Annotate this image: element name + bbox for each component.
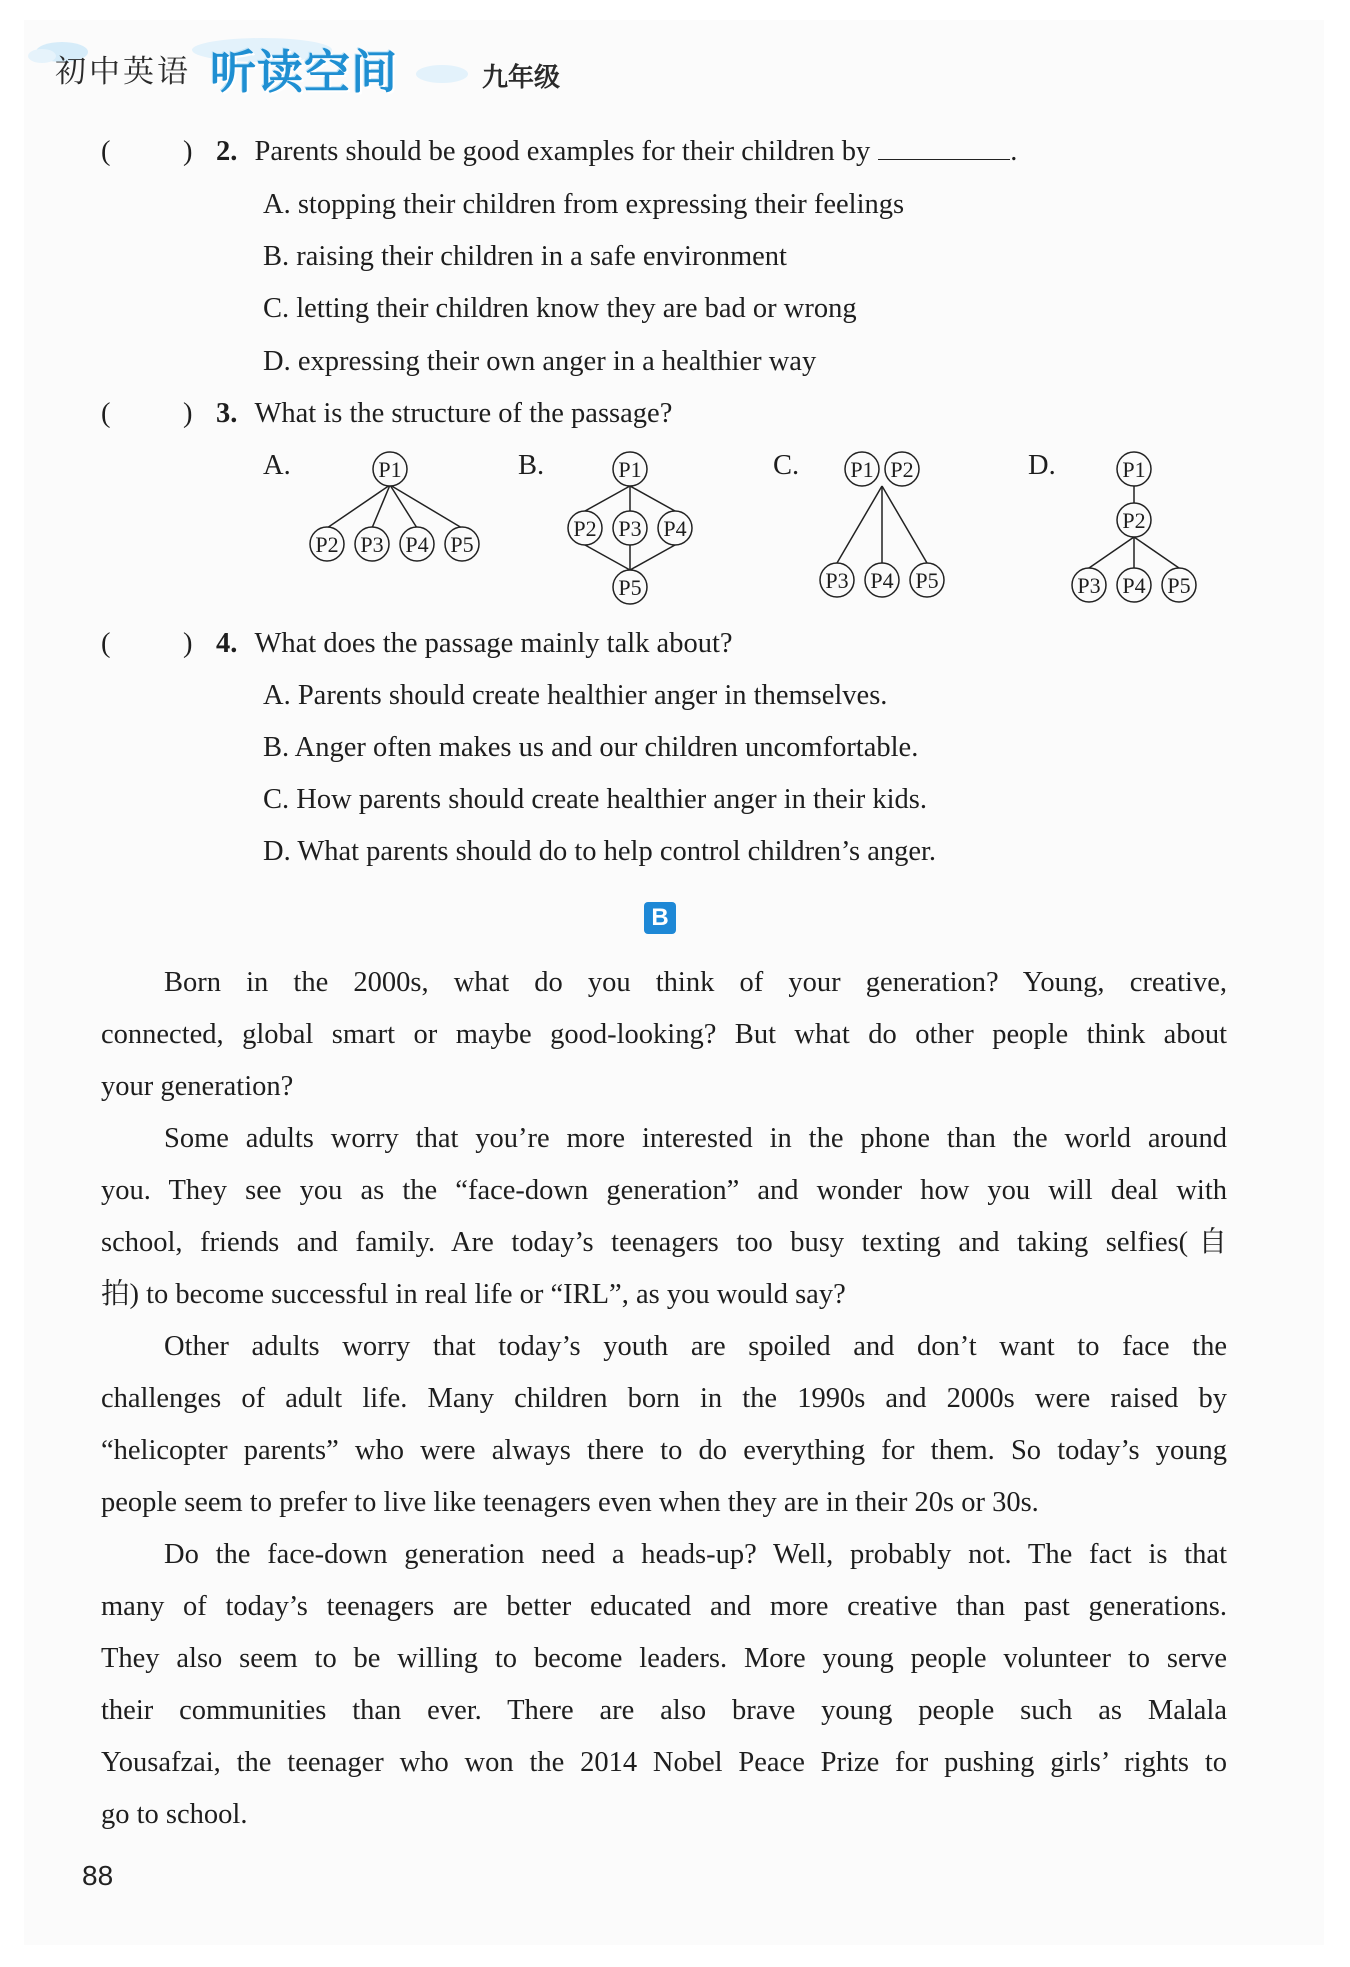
option-2d: D. expressing their own anger in a healthier way xyxy=(263,346,817,377)
node-label: P1 xyxy=(618,457,642,482)
node-label: P1 xyxy=(1122,457,1146,482)
question-number: 3. xyxy=(216,398,238,429)
question-2-stem xyxy=(216,136,1017,168)
answer-blank xyxy=(878,137,1010,160)
option-4b: B. Anger often makes us and our children uncomfortable. xyxy=(263,732,919,763)
option-4c: C. How parents should create healthier anger in their kids. xyxy=(263,784,928,815)
node-label: P2 xyxy=(573,516,597,541)
option-4d: D. What parents should do to help control children’s anger. xyxy=(263,836,937,867)
question-number: 2. xyxy=(216,136,238,167)
passage-paragraph-3 xyxy=(101,1321,1227,1529)
node-label: P1 xyxy=(850,457,874,482)
node-label: P5 xyxy=(450,532,474,557)
passage-paragraph-1 xyxy=(101,957,1227,1113)
question-number: 4. xyxy=(216,628,238,659)
node-label: P2 xyxy=(1122,508,1146,533)
question-4-stem xyxy=(216,628,733,660)
node-label: P2 xyxy=(315,532,339,557)
option-2b: B. raising their children in a safe environment xyxy=(263,241,787,272)
passage-line: Do the face-down generation need a heads-up? Well, probably not. The fact is that xyxy=(164,1539,1227,1570)
structure-diagram-b xyxy=(560,448,700,608)
passage-line: connected, global smart or maybe good-looking? But what do other people think about xyxy=(101,1019,1227,1050)
answer-paren-open: ( xyxy=(101,136,111,167)
answer-paren-open: ( xyxy=(101,398,111,429)
node-label: P4 xyxy=(663,516,687,541)
passage-line: Yousafzai, the teenager who won the 2014 Nobel Peace Prize for pushing girls’ rights to xyxy=(101,1747,1227,1778)
passage-paragraph-2 xyxy=(101,1113,1227,1321)
structure-diagram-c xyxy=(807,448,957,603)
answer-paren-close: ) xyxy=(183,136,193,167)
passage-line: go to school. xyxy=(101,1799,248,1830)
node-label: P3 xyxy=(360,532,384,557)
passage-line: challenges of adult life. Many children born in the 1990s and 2000s were raised by xyxy=(101,1383,1227,1414)
passage-line: many of today’s teenagers are better educated and more creative than past generations. xyxy=(101,1591,1227,1622)
node-label: P3 xyxy=(825,568,849,593)
diagram-label-d: D. xyxy=(1028,450,1056,481)
node-label: P3 xyxy=(618,516,642,541)
option-2a: A. stopping their children from expressing their feelings xyxy=(263,189,905,220)
node-label: P5 xyxy=(915,568,939,593)
question-3-stem xyxy=(216,398,672,430)
diagram-label-b: B. xyxy=(518,450,545,481)
node-label: P5 xyxy=(1167,573,1191,598)
option-2c: C. letting their children know they are bad or wrong xyxy=(263,293,857,324)
passage-line: Some adults worry that you’re more interested in the phone than the world around xyxy=(164,1123,1227,1154)
page-number: 88 xyxy=(82,1860,114,1891)
passage-line: people seem to prefer to live like teenagers even when they are in their 20s or 30s. xyxy=(101,1487,1039,1518)
passage-line: Other adults worry that today’s youth are spoiled and don’t want to face the xyxy=(164,1331,1227,1362)
node-label: P3 xyxy=(1077,573,1101,598)
grade-label: 九年级 xyxy=(482,62,561,92)
node-label: P1 xyxy=(378,457,402,482)
node-label: P4 xyxy=(870,568,894,593)
answer-paren-open: ( xyxy=(101,628,111,659)
passage-line: Born in the 2000s, what do you think of your generation? Young, creative, xyxy=(164,967,1227,998)
passage-line: school, friends and family. Are today’s teenagers too busy texting and taking selfies(自 xyxy=(101,1227,1227,1258)
question-text: Parents should be good examples for their children by xyxy=(254,136,871,167)
series-title: 初中英语 xyxy=(55,54,191,89)
passage-line: your generation? xyxy=(101,1071,294,1102)
passage-line: you. They see you as the “face-down generation” and wonder how you will deal with xyxy=(101,1175,1227,1206)
question-text-end: . xyxy=(1010,136,1018,167)
node-label: P5 xyxy=(618,575,642,600)
node-label: P2 xyxy=(890,457,914,482)
structure-diagram-d xyxy=(1064,448,1204,613)
structure-diagram-a xyxy=(300,448,480,568)
brand-title: 听读空间 xyxy=(210,46,398,98)
diagram-label-c: C. xyxy=(773,450,800,481)
node-label: P4 xyxy=(1122,573,1146,598)
passage-line: “helicopter parents” who were always there to do everything for them. So today’s young xyxy=(101,1435,1227,1466)
passage-line: 拍) to become successful in real life or “IRL”, as you would say? xyxy=(101,1279,846,1310)
question-text: What is the structure of the passage? xyxy=(254,398,673,429)
diagram-label-a: A. xyxy=(263,450,291,481)
answer-paren-close: ) xyxy=(183,398,193,429)
question-text: What does the passage mainly talk about? xyxy=(254,628,733,659)
section-badge: B xyxy=(644,902,676,934)
passage-line: their communities than ever. There are also brave young people such as Malala xyxy=(101,1695,1227,1726)
answer-paren-close: ) xyxy=(183,628,193,659)
passage-line: They also seem to be willing to become leaders. More young people volunteer to serve xyxy=(101,1643,1227,1674)
passage-paragraph-4 xyxy=(101,1529,1227,1841)
option-4a: A. Parents should create healthier anger in themselves. xyxy=(263,680,888,711)
node-label: P4 xyxy=(405,532,429,557)
